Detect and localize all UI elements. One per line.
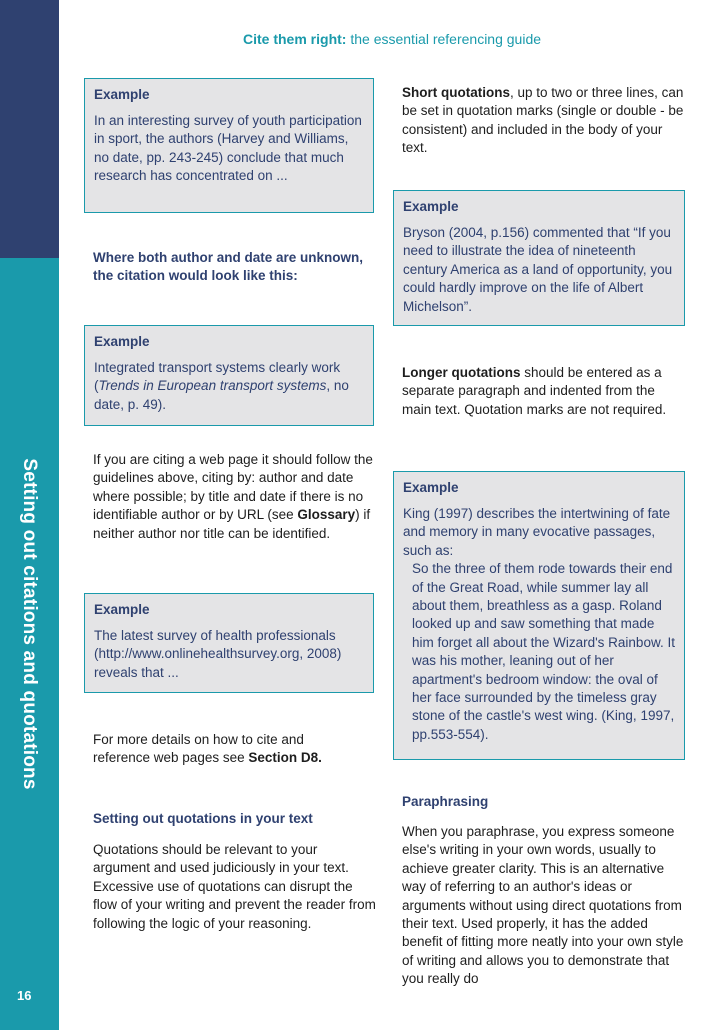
example-box-text: Bryson (2004, p.156) commented that “If you need to illustrate the idea of nineteenth century America as a land of opportunity, you could hardly improve on the life of Albert Michelson”. xyxy=(403,225,673,314)
example-box-text: The latest survey of health professionals (http://www.onlinehealthsurvey.org, 2008) reveals that ... xyxy=(94,628,342,680)
short-quotations-term: Short quotations xyxy=(402,85,510,100)
example-text-part: Integrated transport systems clearly work ( xyxy=(94,360,341,394)
running-header xyxy=(243,31,541,47)
glossary-reference: Glossary xyxy=(297,507,356,523)
short-quotations-paragraph xyxy=(402,84,684,158)
quotations-paragraph: Quotations should be relevant to your argument and used judiciously in your text. Excessive use of quotations can disrupt the flow of your writing and prevent the reader from following the logic of your reasoning. xyxy=(93,842,376,931)
example-box-text: In an interesting survey of youth participation in sport, the authors (Harvey and Williams, no date, pp. 243-245) conclude that much research has concentrated on ... xyxy=(94,113,362,184)
example-box-4 xyxy=(393,190,685,326)
example-box-text xyxy=(94,359,364,414)
example-box-title: Example xyxy=(94,334,150,349)
example-box-1 xyxy=(84,78,374,213)
paraphrasing-heading: Paraphrasing xyxy=(402,794,489,809)
header-title-rest: the essential referencing guide xyxy=(346,31,542,47)
paragraph-text: For more details on how to cite and reference web pages see xyxy=(93,732,304,766)
paraphrasing-paragraph: When you paraphrase, you express someone else's writing in your own words, usually to achieve greater clarity. This is an alternative way of referring to an author's ideas or arguments without using direct quotations from their text. Used properly, it has the added benefit of fitting more neatly into your own style of writing and allows you to demonstrate that you really do xyxy=(402,824,684,987)
more-details-paragraph xyxy=(93,731,363,768)
example-box-title: Example xyxy=(403,199,459,214)
section-reference: Section D8. xyxy=(248,750,322,766)
unknown-author-date-heading: Where both author and date are unknown, the citation would look like this: xyxy=(93,250,364,284)
paragraph-text: ) if neither author nor title can be identified. xyxy=(93,507,371,541)
longer-quotations-term: Longer quotations xyxy=(402,365,521,380)
longer-quotations-paragraph xyxy=(402,364,684,419)
example-box-2 xyxy=(84,325,374,426)
web-page-paragraph xyxy=(93,451,373,543)
example-box-3 xyxy=(84,593,374,693)
paragraph-text: should be entered as a separate paragraph and indented from the main text. Quotation marks are not required. xyxy=(402,365,667,417)
header-title-bold: Cite them right: xyxy=(243,31,347,47)
example-box-block-quote: So the three of them rode towards their end of the Great Road, while summer lay all about them, breathless as a gasp. Roland looked up and saw something that made him forget all about the Wizard's Rainbow. It was his mother, leaning out of her apartment's bedroom window: the oval of her face surrounded by the timeless gray stone of the castle's west wing. (King, 1997, pp.553-554). xyxy=(412,561,675,742)
example-box-title: Example xyxy=(403,480,459,495)
example-box-intro: King (1997) describes the intertwining of fate and memory in many evocative passages, such as: xyxy=(403,506,671,558)
sidebar-top-band xyxy=(0,0,59,258)
example-box-title: Example xyxy=(94,87,150,102)
page-number: 16 xyxy=(17,988,32,1003)
example-text-part: , no date, p. 49). xyxy=(94,378,349,412)
example-box-5 xyxy=(393,471,685,760)
paragraph-text: , up to two or three lines, can be set in quotation marks (single or double - be consistent) and included in the body of your text. xyxy=(402,85,684,156)
example-box-title: Example xyxy=(94,602,150,617)
sidebar-section-title: Setting out citations and quotations xyxy=(19,458,40,790)
paragraph-text: If you are citing a web page it should follow the guidelines above, citing by: author and date where possible; by title and date if there is no identifiable author or by URL (see xyxy=(93,452,373,523)
quotations-heading: Setting out quotations in your text xyxy=(93,811,313,826)
example-text-italic: Trends in European transport systems xyxy=(98,378,327,394)
